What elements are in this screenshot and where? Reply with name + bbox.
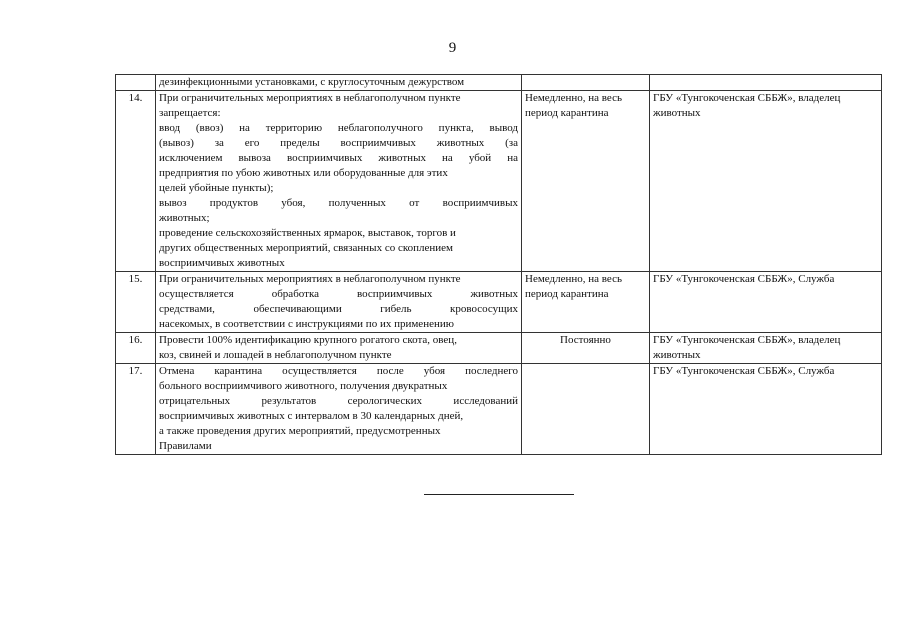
row-number [116, 75, 156, 91]
description-line: вывоз продуктов убоя, полученных от восприимчивых [159, 197, 518, 209]
measure-description [156, 272, 522, 333]
responsible-line: ГБУ «Тунгокоченская СББЖ», Служба [653, 273, 835, 285]
deadline-cell [522, 333, 650, 364]
responsible-line: ГБУ «Тунгокоченская СББЖ», владелец [653, 92, 841, 104]
deadline-cell [522, 91, 650, 272]
responsible-line: ГБУ «Тунгокоченская СББЖ», Служба [653, 365, 835, 377]
description-line: исключением вывоза восприимчивых животных на убой на [159, 152, 518, 164]
description-line: восприимчивых животных с интервалом в 30 календарных дней, [159, 410, 464, 422]
description-line: средствами, обеспечивающими гибель кровососущих [159, 303, 518, 315]
description-line: запрещается: [159, 107, 221, 119]
description-line: При ограничительных мероприятиях в неблагополучном пункте [159, 273, 461, 285]
measure-description [156, 75, 522, 91]
table-row [116, 75, 882, 91]
description-line: Правилами [159, 440, 212, 452]
responsible-line: животных [653, 107, 701, 119]
responsible-cell [650, 91, 882, 272]
table-row [116, 91, 882, 272]
measure-description [156, 333, 522, 364]
end-of-document-rule [424, 494, 574, 495]
responsible-cell [650, 75, 882, 91]
description-line: проведение сельскохозяйственных ярмарок, выставок, торгов и [159, 227, 456, 239]
responsible-cell [650, 272, 882, 333]
responsible-line: ГБУ «Тунгокоченская СББЖ», владелец [653, 334, 841, 346]
description-line: ввод (ввоз) на территорию неблагополучного пункта, вывод [159, 122, 518, 134]
deadline-line: период карантина [525, 107, 609, 119]
description-line: насекомых, в соответствии с инструкциями по их применению [159, 318, 454, 330]
responsible-line: животных [653, 349, 701, 361]
description-line: При ограничительных мероприятиях в неблагополучном пункте [159, 92, 461, 104]
measures-table-body [116, 75, 882, 455]
row-number: 14. [116, 91, 156, 272]
description-line: дезинфекционными установками, с круглосуточным дежурством [159, 76, 465, 88]
deadline-line: Немедленно, на весь [525, 92, 622, 104]
description-line: коз, свиней и лошадей в неблагополучном пункте [159, 349, 392, 361]
row-number: 17. [116, 364, 156, 455]
deadline-line: период карантина [525, 288, 609, 300]
page-number: 9 [448, 40, 457, 56]
measure-description [156, 364, 522, 455]
table-row [116, 333, 882, 364]
measure-description [156, 91, 522, 272]
description-line: больного восприимчивого животного, получения двукратных [159, 380, 448, 392]
table-row [116, 364, 882, 455]
description-line: отрицательных результатов серологических исследований [159, 395, 518, 407]
description-line: целей убойные пункты); [159, 182, 274, 194]
responsible-cell [650, 364, 882, 455]
description-line: (вывоз) за его пределы восприимчивых животных (за [159, 137, 518, 149]
description-line: других общественных мероприятий, связанных со скоплением [159, 242, 454, 254]
deadline-line: Постоянно [560, 334, 611, 346]
description-line: а также проведения других мероприятий, предусмотренных [159, 425, 441, 437]
description-line: предприятия по убою животных или оборудованные для этих [159, 167, 448, 179]
row-number: 15. [116, 272, 156, 333]
responsible-cell [650, 333, 882, 364]
deadline-line: Немедленно, на весь [525, 273, 622, 285]
description-line: осуществляется обработка восприимчивых животных [159, 288, 518, 300]
row-number: 16. [116, 333, 156, 364]
description-line: восприимчивых животных [159, 257, 285, 269]
deadline-cell [522, 364, 650, 455]
description-line: Провести 100% идентификацию крупного рогатого скота, овец, [159, 334, 457, 346]
description-line: животных; [159, 212, 210, 224]
deadline-cell [522, 272, 650, 333]
measures-table [115, 74, 882, 455]
table-row [116, 272, 882, 333]
deadline-cell [522, 75, 650, 91]
description-line: Отмена карантина осуществляется после убоя последнего [159, 365, 518, 377]
